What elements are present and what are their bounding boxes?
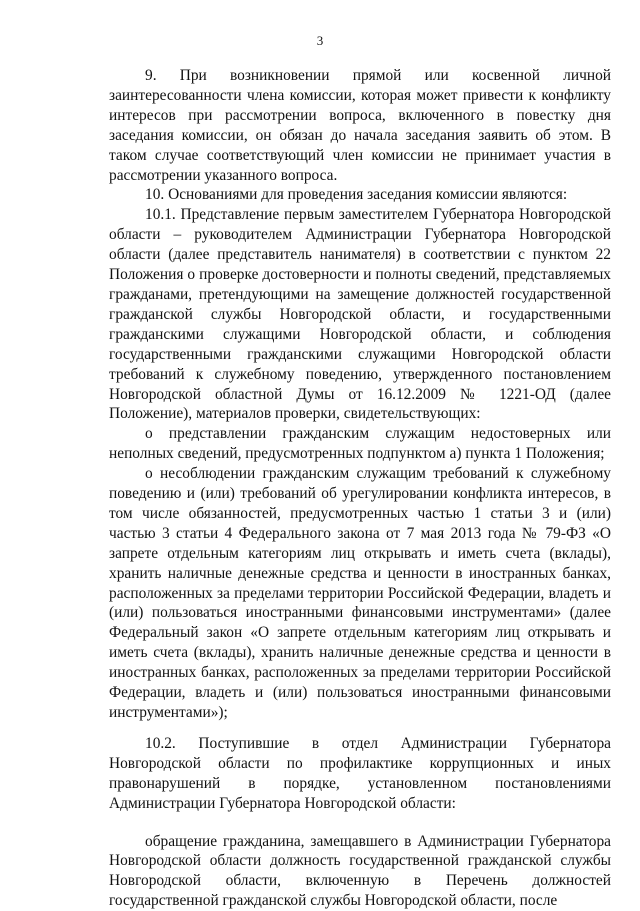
paragraph-10-1: 10.1. Представление первым заместителем Губернатора Новгородской области – руководителем Администрации Губернатора Новгородской области (далее представитель нанимателя) в соответствии с пунктом 22 Положения о проверке достоверности и полноты сведений, представляемых гражданами, претендующими на замещение должностей государственной гражданской службы Новгородской области, и государственными гражданскими служащими Новгородской области, и соблюдения государственными гражданскими служащими Новгородской области требований к служебному поведению, утвержденного постановлением Новгородской областной Думы от 16.12.2009 № 1221-ОД (далее Положение), материалов проверки, свидетельствующих: <box>109 206 611 423</box>
paragraph-10-2: 10.2. Поступившие в отдел Администрации Губернатора Новгородской области по профилактике коррупционных и иных правонарушений в порядке, установленном постановлениями Администрации Губернатора Новгородской области: <box>109 734 611 812</box>
paragraph-non-compliance: о несоблюдении гражданским служащим требований к служебному поведению и (или) требований об урегулировании конфликта интересов, в том числе обязанностей, предусмотренных частью 1 статьи 3 и (или) частью 3 статьи 4 Федерального закона от 7 мая 2013 года № 79-ФЗ «О запрете отдельным категориям лиц открывать и иметь счета (вклады), хранить наличные денежные средства и ценности в иностранных банках, расположенных за пределами территории Российской Федерации, владеть и (или) пользоваться иностранными финансовыми инструментами» (далее Федеральный закон «О запрете отдельным категориям лиц открывать и иметь счета (вклады), хранить наличные денежные средства и ценности в иностранных банках, расположенных за пределами территории Российской Федерации, владеть и (или) пользоваться иностранными финансовыми инструментами»); <box>109 465 611 721</box>
paragraph-false-info: о представлении гражданским служащим недостоверных или неполных сведений, предусмотренных подпунктом а) пункта 1 Положения; <box>109 425 611 463</box>
paragraph-9: 9. При возникновении прямой или косвенной личной заинтересованности члена комиссии, которая может привести к конфликту интересов при рассмотрении вопроса, включенного в повестку дня заседания комиссии, он обязан до начала заседания заявить об этом. В таком случае соответствующий член комиссии не принимает участия в рассмотрении указанного вопроса. <box>109 67 611 184</box>
paragraph-10: 10. Основаниями для проведения заседания комиссии являются: <box>145 186 568 204</box>
document-body <box>109 66 611 911</box>
paragraph-citizen-appeal: обращение гражданина, замещавшего в Администрации Губернатора Новгородской области должность государственной гражданской службы Новгородской области, включенную в Перечень должностей государственной гражданской службы Новгородской области, после <box>109 832 611 910</box>
page-number: 3 <box>316 33 324 48</box>
